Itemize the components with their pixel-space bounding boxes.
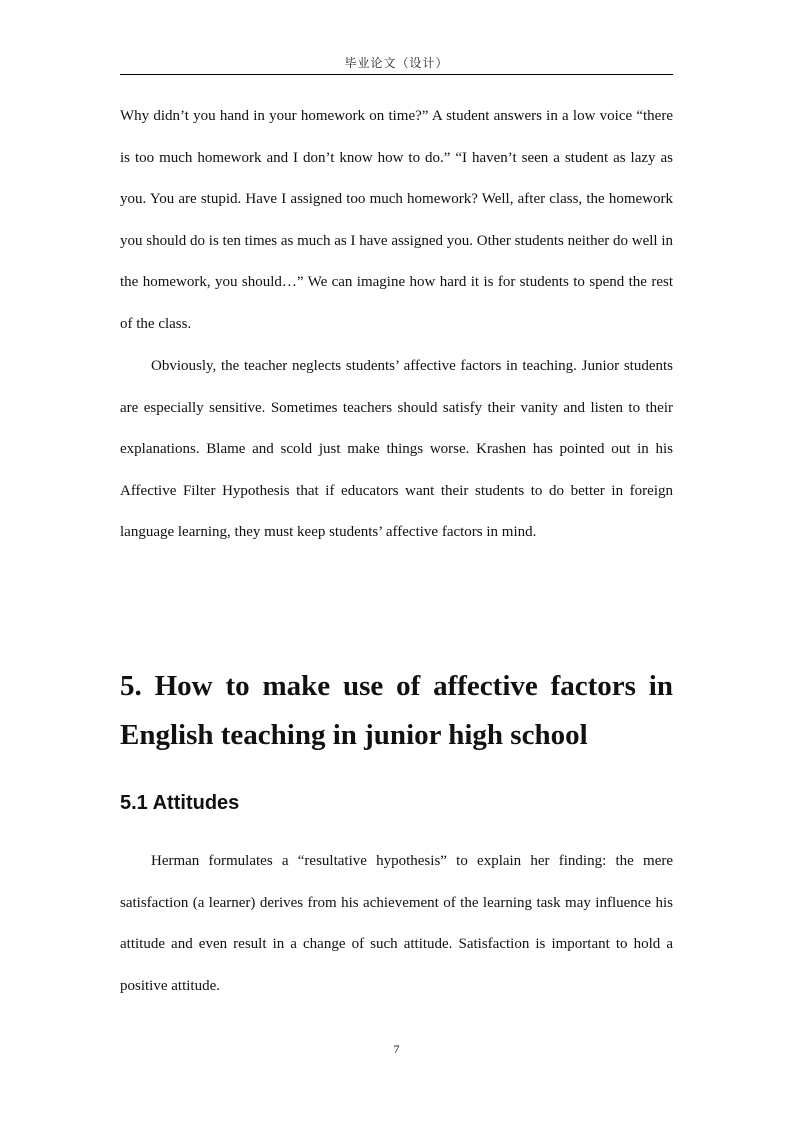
header-divider — [120, 74, 673, 75]
section-heading: 5. How to make use of affective factors in English teaching in junior high school — [120, 670, 673, 751]
body-text-block — [120, 841, 673, 1007]
body-text-block — [120, 346, 673, 554]
subsection-heading: 5.1 Attitudes — [120, 792, 240, 814]
paragraph-continued: Why didn’t you hand in your homework on time?” A student answers in a low voice “there is too much homework and I don’t know how to do.” “I haven’t seen a student as lazy as you. You are stupid. Have I assigned too much homework? Well, after class, the homework you should do is ten times as much as I have assigned you. Other students neither do well in the homework, you should…” We can imagine how hard it is for students to spend the rest of the class. — [120, 108, 673, 332]
page-number: 7 — [393, 1042, 400, 1056]
body-text-block — [120, 96, 673, 346]
paragraph: Obviously, the teacher neglects students’ affective factors in teaching. Junior students are especially sensitive. Sometimes teachers should satisfy their vanity and listen to their explanations. Blame and scold just make things worse. Krashen has pointed out in his Affective Filter Hypothesis that if educators want their students to do better in foreign language learning, they must keep students’ affective factors in mind. — [120, 358, 673, 541]
paragraph: Herman formulates a “resultative hypothesis” to explain her finding: the mere satisfaction (a learner) derives from his achievement of the learning task may influence his attitude and even result in a change of such attitude. Satisfaction is important to hold a positive attitude. — [120, 853, 673, 994]
running-header: 毕业论文（设计） — [344, 56, 449, 70]
